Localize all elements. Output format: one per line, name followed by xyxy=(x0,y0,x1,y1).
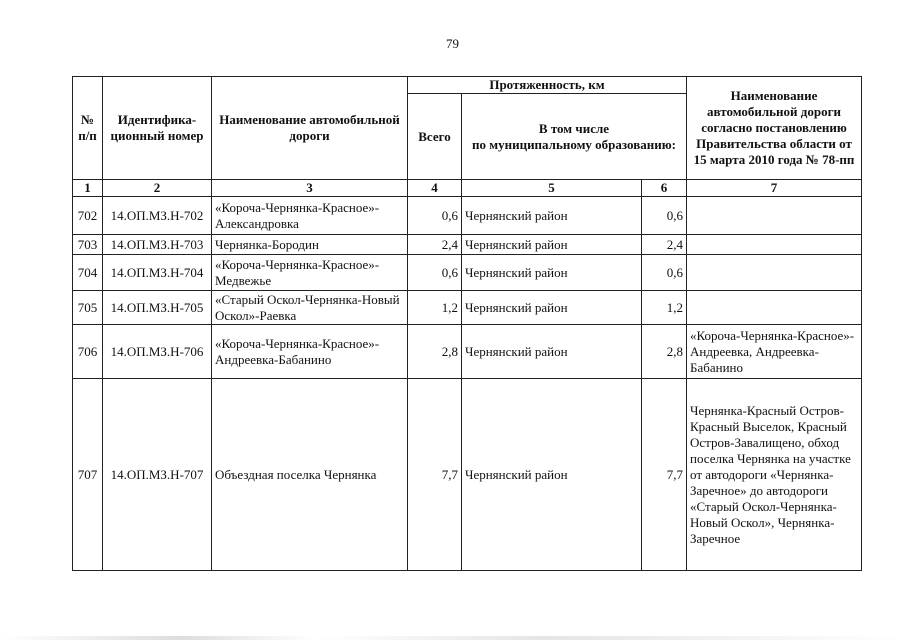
row-gov-name xyxy=(687,291,862,325)
table-row xyxy=(73,325,862,379)
row-num: 702 xyxy=(73,197,103,235)
row-total: 2,8 xyxy=(408,325,462,379)
header-length-group: Протяженность, км xyxy=(408,77,687,94)
row-district: Чернянский район xyxy=(462,197,642,235)
row-num: 704 xyxy=(73,255,103,291)
row-name: «Короча-Чернянка-Красное»-Андреевка-Бабанино xyxy=(212,325,408,379)
row-district: Чернянский район xyxy=(462,235,642,255)
row-district-len: 2,4 xyxy=(642,235,687,255)
header-including xyxy=(462,94,687,180)
row-district-len: 2,8 xyxy=(642,325,687,379)
row-district-len: 0,6 xyxy=(642,197,687,235)
row-district: Чернянский район xyxy=(462,325,642,379)
row-gov-name xyxy=(687,197,862,235)
header-name: Наименование автомобильной дороги xyxy=(212,77,408,180)
header-num: № п/п xyxy=(73,77,103,180)
row-id: 14.ОП.МЗ.Н-706 xyxy=(103,325,212,379)
row-district: Чернянский район xyxy=(462,379,642,571)
col-number-1: 1 xyxy=(73,180,103,197)
row-total: 7,7 xyxy=(408,379,462,571)
row-id: 14.ОП.МЗ.Н-707 xyxy=(103,379,212,571)
table-row xyxy=(73,235,862,255)
row-district-len: 1,2 xyxy=(642,291,687,325)
table-row xyxy=(73,379,862,571)
row-total: 1,2 xyxy=(408,291,462,325)
header-id: Идентифика-ционный номер xyxy=(103,77,212,180)
col-number-2: 2 xyxy=(103,180,212,197)
row-total: 0,6 xyxy=(408,197,462,235)
row-total: 0,6 xyxy=(408,255,462,291)
row-gov-name: Чернянка-Красный Остров-Красный Выселок, Красный Остров-Завалищено, обход поселка Чернянка на участке от автодороги «Чернянка-Заречное» до автодороги «Старый Оскол-Чернянка-Новый Оскол», Чернянка-Заречное xyxy=(687,379,862,571)
row-id: 14.ОП.МЗ.Н-702 xyxy=(103,197,212,235)
col-number-5: 5 xyxy=(462,180,642,197)
row-district-len: 0,6 xyxy=(642,255,687,291)
row-id: 14.ОП.МЗ.Н-704 xyxy=(103,255,212,291)
row-total: 2,4 xyxy=(408,235,462,255)
col-number-7: 7 xyxy=(687,180,862,197)
row-district: Чернянский район xyxy=(462,255,642,291)
row-num: 703 xyxy=(73,235,103,255)
row-gov-name xyxy=(687,255,862,291)
header-gov-name: Наименование автомобильной дороги согласно постановлению Правительства области от 15 марта 2010 года № 78-пп xyxy=(687,77,862,180)
row-id: 14.ОП.МЗ.Н-703 xyxy=(103,235,212,255)
row-district-len: 7,7 xyxy=(642,379,687,571)
row-name: Чернянка-Бородин xyxy=(212,235,408,255)
row-num: 707 xyxy=(73,379,103,571)
page-number: 79 xyxy=(446,36,459,51)
row-name: «Короча-Чернянка-Красное»-Александровка xyxy=(212,197,408,235)
row-district: Чернянский район xyxy=(462,291,642,325)
row-gov-name: «Короча-Чернянка-Красное»-Андреевка, Андреевка-Бабанино xyxy=(687,325,862,379)
scan-edge-artifact xyxy=(0,636,905,640)
col-number-4: 4 xyxy=(408,180,462,197)
header-total: Всего xyxy=(408,94,462,180)
row-gov-name xyxy=(687,235,862,255)
roads-table xyxy=(72,76,862,571)
row-num: 705 xyxy=(73,291,103,325)
header-including-line1: В том числе xyxy=(538,120,610,136)
row-num: 706 xyxy=(73,325,103,379)
table-row xyxy=(73,255,862,291)
row-id: 14.ОП.МЗ.Н-705 xyxy=(103,291,212,325)
col-number-3: 3 xyxy=(212,180,408,197)
row-name: Объездная поселка Чернянка xyxy=(212,379,408,571)
table-row xyxy=(73,197,862,235)
header-including-line2: по муниципальному образованию: xyxy=(472,136,676,152)
col-number-6: 6 xyxy=(642,180,687,197)
row-name: «Короча-Чернянка-Красное»-Медвежье xyxy=(212,255,408,291)
table-row xyxy=(73,291,862,325)
row-name: «Старый Оскол-Чернянка-Новый Оскол»-Раевка xyxy=(212,291,408,325)
